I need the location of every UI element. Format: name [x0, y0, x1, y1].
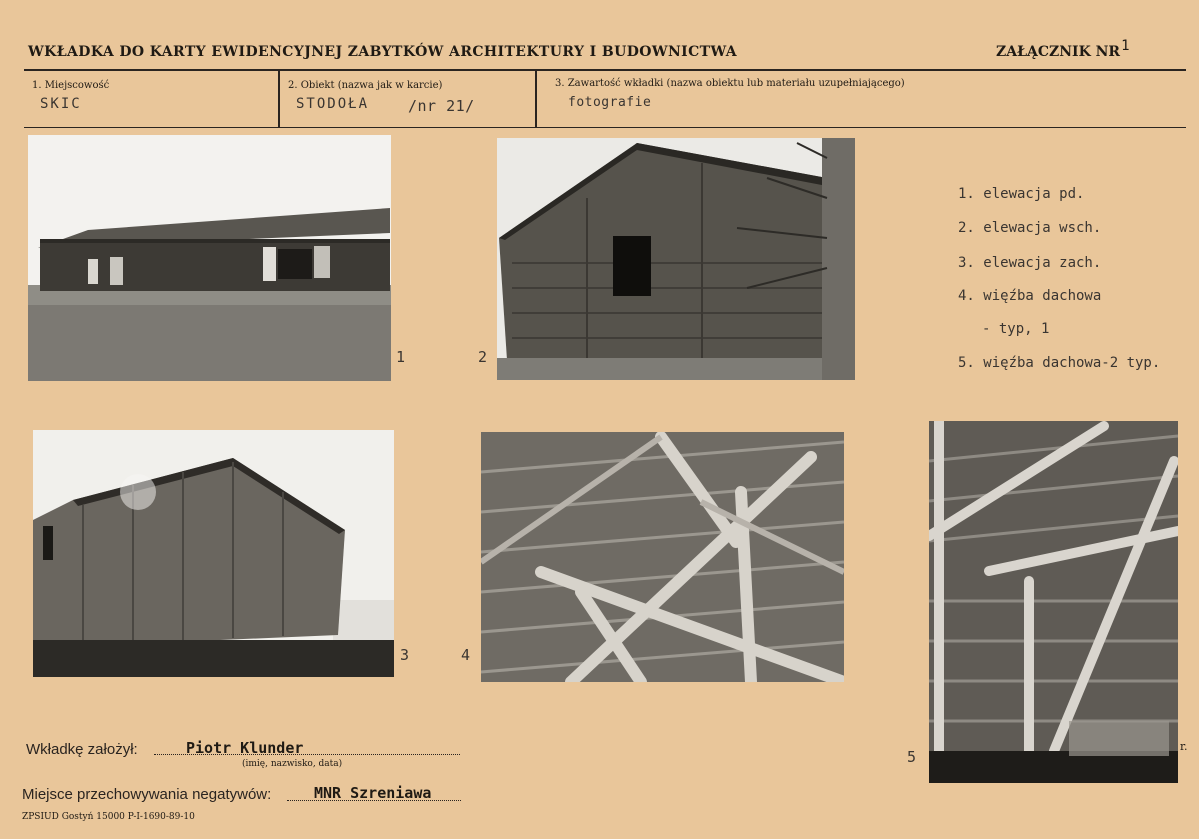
storage-label: Miejsce przechowywania negatywów: [22, 786, 272, 803]
legend-item-2: 2. elewacja wsch. [958, 220, 1102, 236]
legend-item-3: 3. elewacja zach. [958, 255, 1102, 271]
print-info: ZPSIUD Gostyń 15000 P-I-1690-89-10 [22, 812, 195, 822]
legend-item-5: 5. więźba dachowa-2 typ. [958, 355, 1161, 371]
content-label [555, 78, 905, 89]
photo-label-5: 5 [907, 748, 917, 766]
content-label-strike: obiektu lub materiału uzupełniającego) [705, 78, 905, 89]
photo-roof-truss-type-2 [929, 421, 1178, 783]
annex-number: 1 [1121, 38, 1130, 54]
founder-dotted-line [154, 754, 460, 755]
stray-mark: r. [1180, 740, 1188, 753]
field-divider-1 [278, 71, 280, 128]
photo-west-elevation [33, 430, 394, 677]
object-label: 2. Obiekt (nazwa jak w karcie) [288, 80, 443, 91]
object-value: STODOŁA [296, 96, 370, 112]
locality-value: SKIC [40, 96, 82, 112]
fields-rule [24, 127, 1186, 128]
storage-value: MNR Szreniawa [314, 784, 432, 802]
object-number: /nr 21/ [408, 97, 475, 115]
founder-value: Piotr Klunder [186, 739, 304, 757]
photo-label-4: 4 [461, 646, 471, 664]
header-rule [24, 69, 1186, 71]
photo-east-elevation [497, 138, 855, 380]
founder-hint: (imię, nazwisko, data) [242, 759, 343, 769]
photo-roof-truss-type-1 [481, 432, 844, 682]
locality-label: 1. Miejscowość [32, 80, 110, 91]
photo-south-elevation [28, 135, 391, 381]
founder-label: Wkładkę założył: [26, 741, 138, 758]
legend-item-1: 1. elewacja pd. [958, 186, 1085, 202]
annex-label [996, 38, 1130, 60]
photo-label-3: 3 [400, 646, 410, 664]
legend-item-4: 4. więźba dachowa [958, 288, 1102, 304]
form-title: WKŁADKA DO KARTY EWIDENCYJNEJ ZABYTKÓW ARCHITEKTURY I BUDOWNICTWA [28, 44, 737, 60]
annex-label-text: ZAŁĄCZNIK NR [996, 44, 1121, 60]
photo-label-2: 2 [478, 348, 488, 366]
content-label-main: 3. Zawartość wkładki (nazwa [555, 78, 706, 89]
photo-label-1: 1 [396, 348, 406, 366]
storage-dotted-line [287, 800, 461, 801]
field-divider-2 [535, 71, 537, 128]
content-value: fotografie [568, 95, 652, 110]
legend-item-4-continued: - typ, 1 [982, 321, 1050, 337]
